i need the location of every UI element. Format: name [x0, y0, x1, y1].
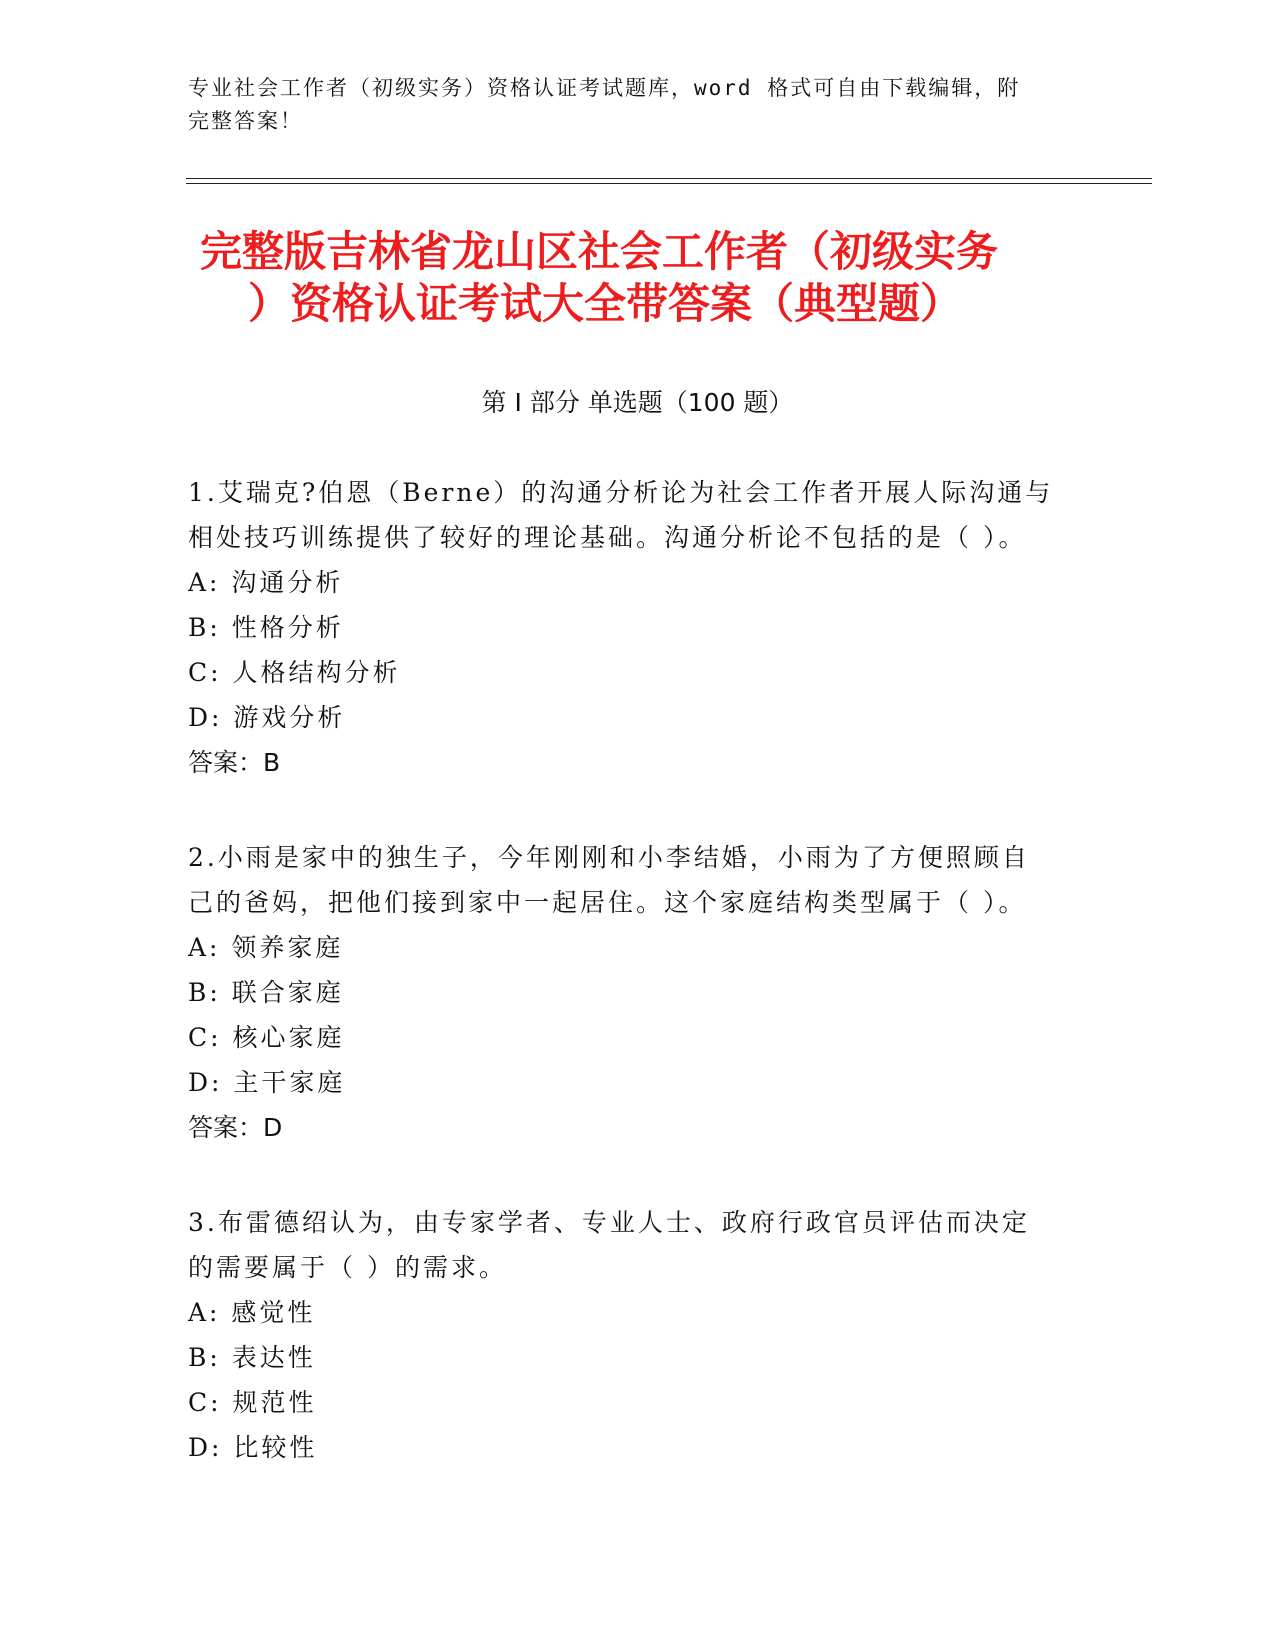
- option-a: A: 沟通分析: [188, 568, 344, 597]
- question-2: [188, 835, 1068, 1150]
- option-a: A: 感觉性: [188, 1298, 316, 1327]
- option-d: D: 比较性: [188, 1433, 318, 1462]
- question-stem-line1: 2.小雨是家中的独生子，今年刚刚和小李结婚，小雨为了方便照顾自: [188, 843, 1030, 872]
- question-stem-line2: 相处技巧训练提供了较好的理论基础。沟通分析论不包括的是（ ）。: [188, 523, 1027, 552]
- option-d: D: 主干家庭: [188, 1068, 346, 1097]
- option-b: B: 性格分析: [188, 613, 344, 642]
- header-note-line2: 完整答案！: [188, 109, 303, 133]
- option-b: B: 联合家庭: [188, 978, 344, 1007]
- header-note: [188, 72, 1068, 138]
- section-heading: 第 I 部分 单选题（100 题）: [481, 388, 794, 417]
- option-c: C: 人格结构分析: [188, 658, 401, 687]
- document-title-line1: 完整版吉林省龙山区社会工作者（初级实务: [200, 227, 999, 276]
- option-b: B: 表达性: [188, 1343, 316, 1372]
- answer-label: 答案：B: [188, 748, 281, 777]
- question-stem-line2: 的需要属于（ ）的需求。: [188, 1253, 507, 1282]
- question-3: [188, 1200, 1068, 1470]
- header-note-line1: 专业社会工作者（初级实务）资格认证考试题库，word 格式可自由下载编辑，附: [188, 76, 1021, 100]
- option-d: D: 游戏分析: [188, 703, 346, 732]
- header-divider-bottom: [186, 183, 1152, 184]
- question-stem-line1: 3.布雷德绍认为，由专家学者、专业人士、政府行政官员评估而决定: [188, 1208, 1030, 1237]
- header-divider-top: [186, 178, 1152, 179]
- question-stem-line1: 1.艾瑞克?伯恩（Berne）的沟通分析论为社会工作者开展人际沟通与: [188, 478, 1054, 507]
- option-a: A: 领养家庭: [188, 933, 344, 962]
- answer-label: 答案：D: [188, 1113, 283, 1142]
- option-c: C: 规范性: [188, 1388, 317, 1417]
- question-1: [188, 470, 1068, 785]
- document-title: [180, 226, 1080, 330]
- question-stem-line2: 己的爸妈，把他们接到家中一起居住。这个家庭结构类型属于（ ）。: [188, 888, 1027, 917]
- option-c: C: 核心家庭: [188, 1023, 345, 1052]
- document-title-line2: ）资格认证考试大全带答案（典型题）: [248, 279, 963, 328]
